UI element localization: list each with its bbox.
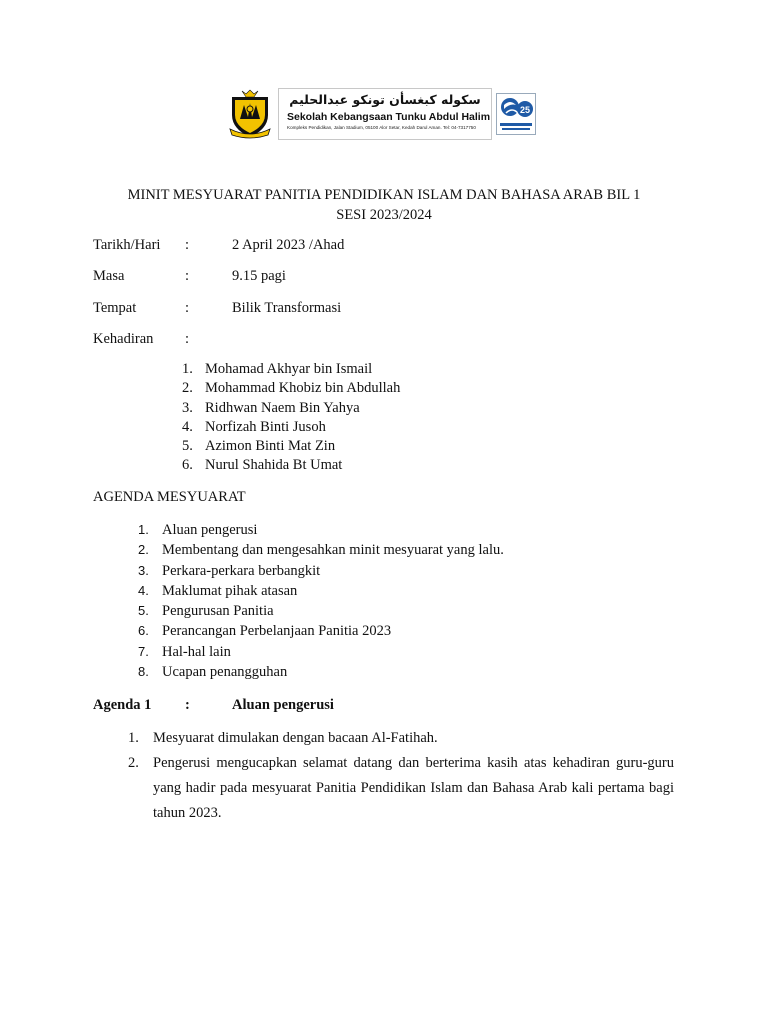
list-number: 3. — [138, 562, 149, 578]
title-line-1: MINIT MESYUARAT PANITIA PENDIDIKAN ISLAM DAN BAHASA ARAB BIL 1 — [127, 187, 641, 203]
list-number: 1. — [138, 522, 149, 537]
list-item — [138, 561, 504, 581]
list-number: 7. — [138, 643, 149, 659]
field-time-value: 9.15 pagi — [232, 268, 286, 284]
attendee-name: Mohammad Khobiz bin Abdullah — [205, 380, 401, 397]
point-text: Mesyuarat dimulakan dengan bacaan Al-Fatihah. — [153, 730, 438, 746]
field-date-value: 2 April 2023 /Ahad — [232, 237, 345, 253]
agenda-item-text: Ucapan penangguhan — [162, 664, 288, 681]
list-number: 2. — [182, 380, 193, 397]
attendee-name: Norfizah Binti Jusoh — [205, 418, 326, 435]
agenda-1-colon: : — [185, 697, 190, 713]
list-number: 3. — [182, 399, 193, 416]
list-number: 4. — [138, 582, 149, 598]
list-number: 5. — [182, 438, 193, 455]
point-text: Pengerusi mengucapkan selamat datang dan berterima kasih atas kehadiran guru-guru yang hadir pada mesyuarat Panitia Pendidikan Islam dan Bahasa Arab kali pertama bagi tahun 2023. — [153, 755, 674, 821]
svg-text:25: 25 — [519, 105, 531, 115]
agenda-item-text: Membentang dan mengesahkan minit mesyuarat yang lalu. — [162, 542, 504, 559]
list-number: 2. — [128, 755, 139, 771]
field-time-label: Masa — [93, 268, 125, 284]
school-badge-icon — [496, 93, 536, 135]
list-item — [138, 662, 504, 682]
list-item — [138, 520, 504, 540]
agenda-list — [138, 520, 504, 682]
list-item — [182, 379, 400, 398]
agenda-heading: AGENDA MESYUARAT — [93, 489, 246, 505]
list-number: 5. — [138, 603, 149, 619]
list-item — [138, 581, 504, 601]
list-item — [138, 540, 504, 560]
list-item — [138, 601, 504, 621]
field-place-colon: : — [185, 300, 190, 316]
agenda-1-title: Aluan pengerusi — [232, 697, 334, 713]
field-place-value: Bilik Transformasi — [232, 300, 342, 316]
list-number: 1. — [182, 361, 193, 377]
field-date-label: Tarikh/Hari — [93, 237, 161, 253]
title-line-2: SESI 2023/2024 — [336, 207, 432, 223]
list-number: 2. — [138, 542, 149, 558]
school-address: Kompleks Pendidikan, Jalan Stadium, 05100 Alor Setar, Kedah Darul Aman. Tel: 04-7317750 — [287, 125, 476, 130]
field-place-label: Tempat — [93, 300, 137, 316]
attendee-name: Mohamad Akhyar bin Ismail — [205, 361, 373, 377]
agenda-1-heading — [93, 695, 493, 715]
agenda-item-text: Perancangan Perbelanjaan Panitia 2023 — [162, 623, 392, 640]
list-item — [182, 456, 400, 475]
agenda-item-text: Aluan pengerusi — [162, 522, 258, 538]
list-number: 4. — [182, 418, 193, 435]
arabic-school-name: سكوله كبغسأن تونكو عبدالحليم — [289, 92, 481, 107]
attendee-name: Azimon Binti Mat Zin — [205, 438, 336, 455]
list-item — [128, 751, 674, 826]
field-attendance-label: Kehadiran — [93, 331, 154, 347]
field-attendance-colon: : — [185, 331, 190, 347]
list-number: 6. — [182, 457, 193, 474]
agenda-1-points — [128, 726, 674, 826]
school-crest-icon — [228, 89, 272, 139]
agenda-item-text: Hal-hal lain — [162, 643, 231, 660]
document-title — [93, 185, 675, 225]
list-number: 1. — [128, 730, 139, 746]
school-name-banner — [278, 88, 492, 140]
school-name: Sekolah Kebangsaan Tunku Abdul Halim — [287, 111, 491, 123]
list-item — [182, 360, 400, 379]
list-item — [182, 418, 400, 437]
list-item — [182, 437, 400, 456]
field-time-colon: : — [185, 268, 190, 284]
field-date-colon: : — [185, 237, 190, 253]
attendee-list — [182, 360, 400, 476]
list-number: 8. — [138, 664, 149, 680]
agenda-item-text: Pengurusan Panitia — [162, 603, 274, 620]
list-item — [182, 399, 400, 418]
attendee-name: Nurul Shahida Bt Umat — [205, 457, 343, 474]
list-number: 6. — [138, 623, 149, 639]
agenda-1-label: Agenda 1 — [93, 697, 152, 713]
list-item — [128, 726, 674, 751]
agenda-item-text: Maklumat pihak atasan — [162, 582, 298, 599]
letterhead — [228, 88, 536, 140]
list-item — [138, 621, 504, 641]
list-item — [138, 642, 504, 662]
attendee-name: Ridhwan Naem Bin Yahya — [205, 399, 360, 416]
agenda-item-text: Perkara-perkara berbangkit — [162, 562, 321, 579]
